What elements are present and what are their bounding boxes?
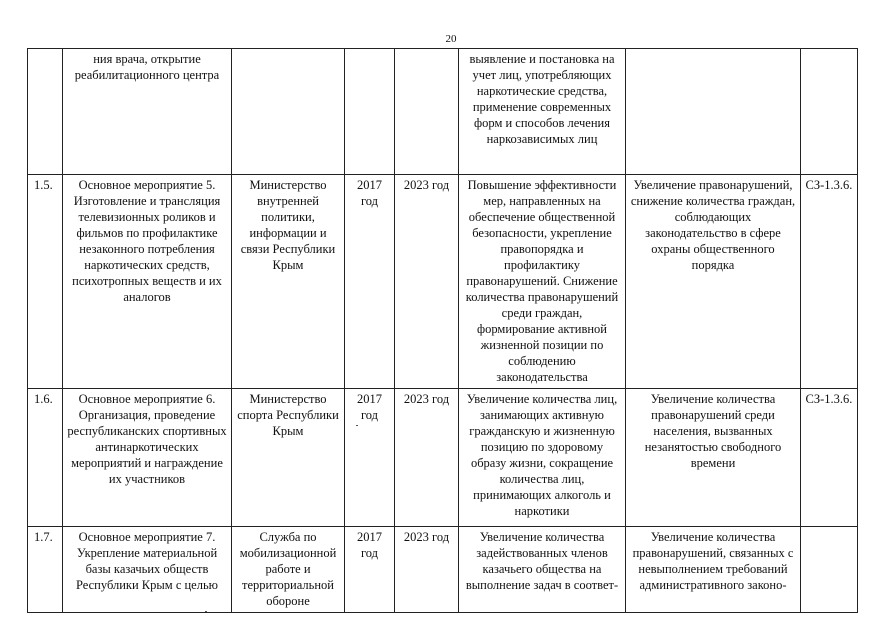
table-row	[28, 49, 858, 175]
executor-cell: Министерство спорта Республики Крым	[232, 389, 345, 527]
result-cell: выявление и постановка на учет лиц, употребляющих наркотические средства, применение современных форм и способов лечения наркозависимых лиц	[459, 49, 626, 175]
page-number: 20	[445, 33, 457, 45]
table-row	[28, 527, 858, 613]
end-year-cell: 2023 год	[395, 175, 459, 389]
consequences-cell	[626, 49, 801, 175]
row-number: 1.5.	[28, 175, 63, 389]
end-year-cell	[395, 49, 459, 175]
consequences-cell: Увеличение количества правонарушений среди населения, вызванных незанятостью свободного времени	[626, 389, 801, 527]
row-number: 1.6.	[28, 389, 63, 527]
executor-cell	[232, 49, 345, 175]
link-cell	[801, 527, 858, 613]
start-year-cell: 2017 год	[345, 527, 395, 613]
measure-cell: Основное мероприятие 5. Изготовление и трансляция телевизионных роликов и фильмов по профилактике незаконного потребления наркотических средств, психотропных веществ и их аналогов	[63, 175, 232, 389]
end-year-cell: 2023 год	[395, 527, 459, 613]
result-cell: Увеличение количества задействованных членов казачьего общества на выполнение задач в соответ-	[459, 527, 626, 613]
link-cell: СЗ-1.3.6.	[801, 389, 858, 527]
program-measures-table	[27, 48, 858, 613]
scan-speck	[356, 425, 358, 426]
start-year-cell: 2017 год	[345, 389, 395, 527]
scan-speck	[205, 611, 207, 612]
row-number	[28, 49, 63, 175]
measure-cell: ния врача, открытие реабилитационного центра	[63, 49, 232, 175]
executor-cell: Служба по мобилизационной работе и территориальной обороне	[232, 527, 345, 613]
measure-cell: Основное мероприятие 6. Организация, проведение республиканских спортивных антинаркотических мероприятий и награждение их участников	[63, 389, 232, 527]
result-cell: Увеличение количества лиц, занимающих активную гражданскую и жизненную позицию по здоровому образу жизни, сокращение количества лиц, принимающих алкоголь и наркотики	[459, 389, 626, 527]
consequences-cell: Увеличение правонарушений, снижение количества граждан, соблюдающих законодательство в сфере охраны общественного порядка	[626, 175, 801, 389]
table-row	[28, 175, 858, 389]
result-cell: Повышение эффективности мер, направленных на обеспечение общественной безопасности, укрепление правопорядка и профилактику правонарушений. Снижение количества правонарушений среди граждан, формирование активной жизненной позиции по соблюдению законодательства	[459, 175, 626, 389]
start-year-cell: 2017 год	[345, 175, 395, 389]
link-cell	[801, 49, 858, 175]
end-year-cell: 2023 год	[395, 389, 459, 527]
consequences-cell: Увеличение количества правонарушений, связанных с невыполнением требований административного законо-	[626, 527, 801, 613]
link-cell: СЗ-1.3.6.	[801, 175, 858, 389]
row-number: 1.7.	[28, 527, 63, 613]
measure-cell: Основное мероприятие 7. Укрепление материальной базы казачьих обществ Республики Крым с целью	[63, 527, 232, 613]
start-year-cell	[345, 49, 395, 175]
executor-cell: Министерство внутренней политики, информации и связи Республики Крым	[232, 175, 345, 389]
table-row	[28, 389, 858, 527]
